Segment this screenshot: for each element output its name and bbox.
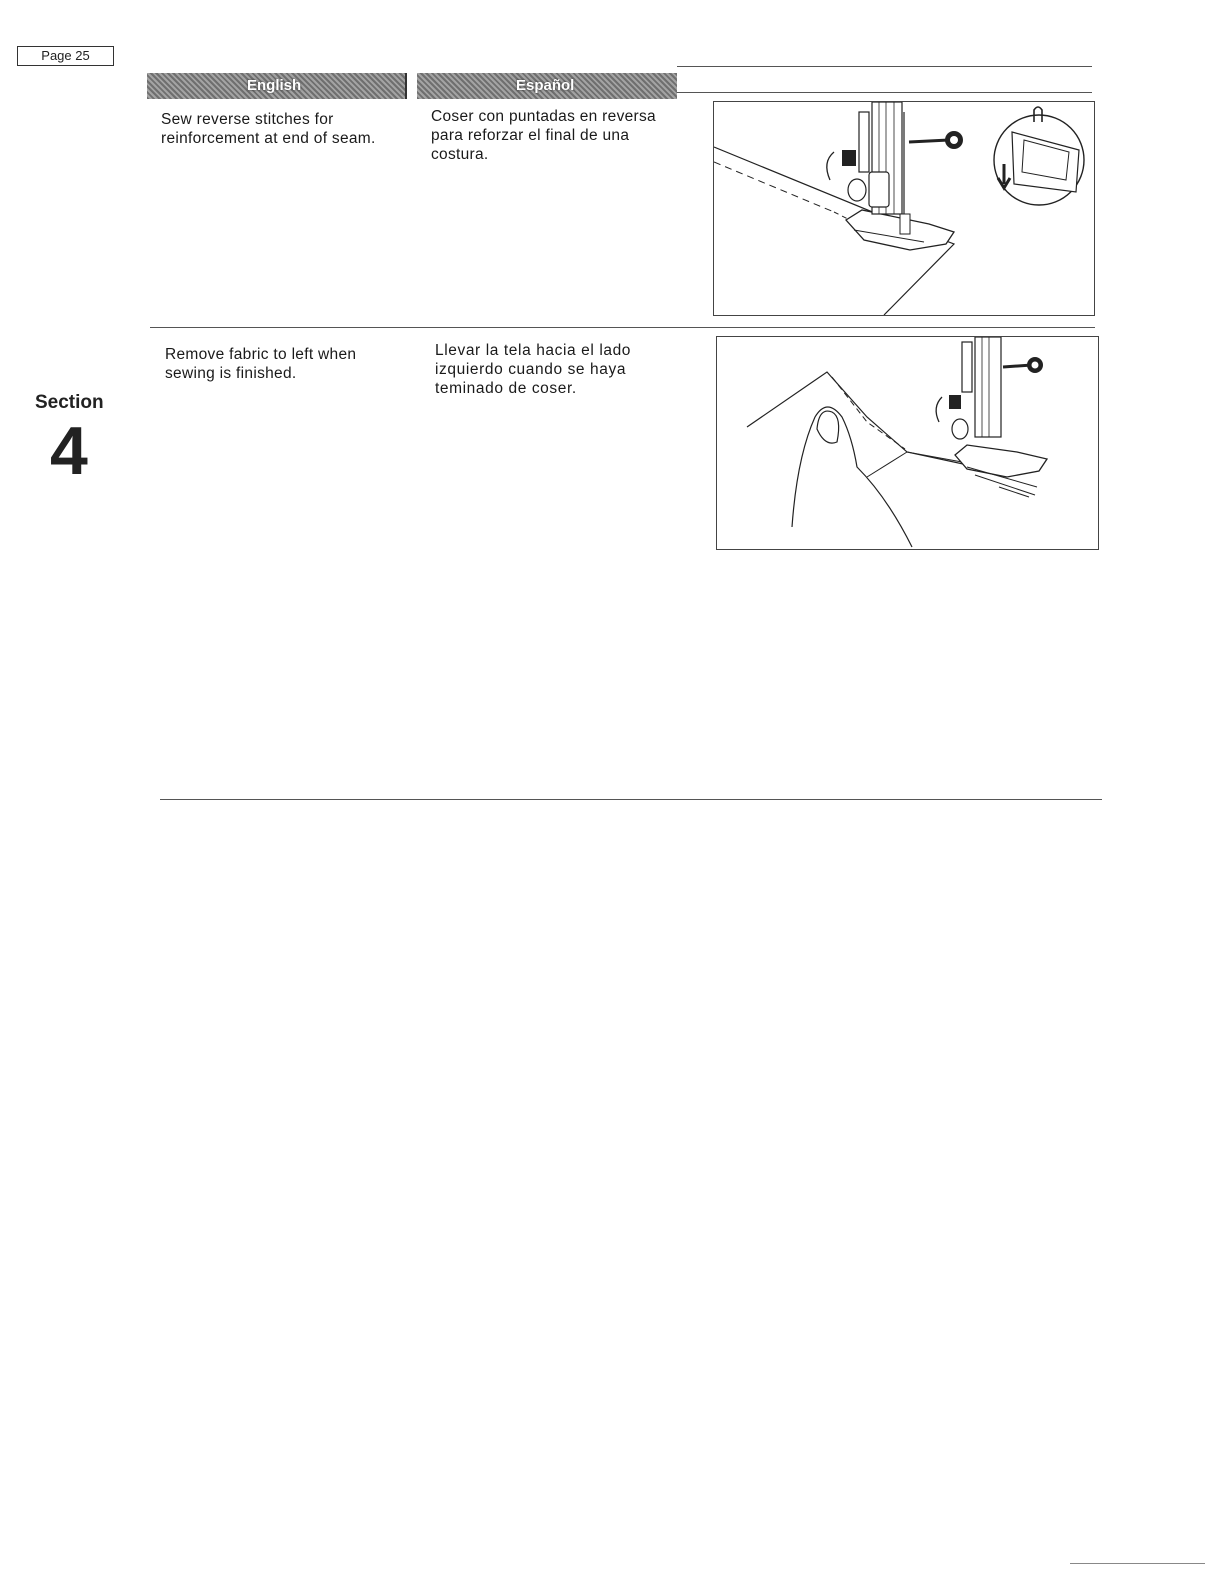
espanol-header-label: Español [516,77,575,94]
english-header [147,73,405,99]
page-number-box [17,46,114,66]
step-2-espanol-text: Llevar la tela hacia el lado izquierdo cuando se haya teminado de coser. [435,342,632,397]
espanol-header [417,73,677,99]
section-label: Section [35,392,104,413]
step-2-english-text: Remove fabric to left when sewing is finished. [165,346,357,382]
reverse-stitch-illustration [713,101,1095,316]
step-divider-rule [150,327,1095,328]
footer-mark [1070,1563,1205,1564]
step-1-espanol-text: Coser con puntadas en reversa para reforzar el final de una costura. [431,108,656,163]
remove-fabric-illustration [716,336,1099,550]
section-number: 4 [50,413,88,489]
reverse-stitch-drawing [714,102,1094,315]
header-rule-lower [677,92,1092,93]
header-divider [405,73,417,99]
remove-fabric-drawing [717,337,1098,549]
english-header-label: English [247,77,302,94]
header-rule [677,66,1092,67]
page-number: Page 25 [41,48,90,63]
step-1-english-text: Sew reverse stitches for reinforcement at end of seam. [161,111,376,147]
bottom-rule [160,799,1102,800]
